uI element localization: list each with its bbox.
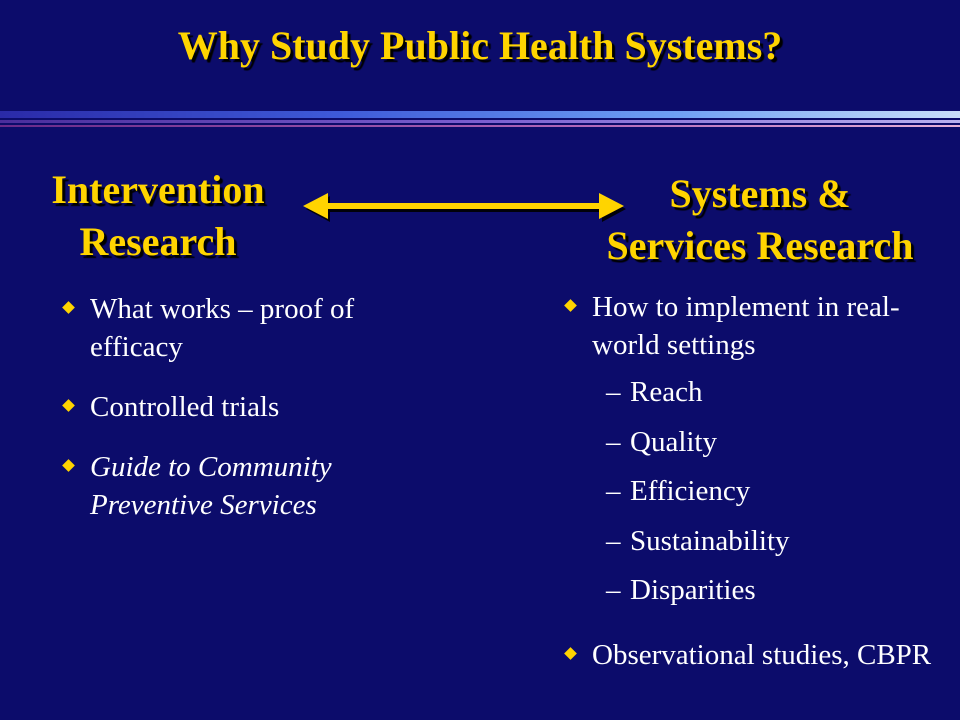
diamond-bullet-icon (62, 399, 75, 412)
diamond-bullet-icon (62, 459, 75, 472)
sub-list-item: – Quality (606, 425, 717, 458)
sub-item-text: Efficiency (630, 475, 751, 507)
left-heading-line2: Research (79, 219, 237, 264)
diamond-bullet-icon (564, 647, 577, 660)
sub-list-container (564, 368, 944, 616)
bullet-text: Controlled trials (90, 391, 280, 423)
bullet-text: How to implement in real-world settings (592, 291, 900, 361)
list-item (62, 388, 422, 426)
left-bullet-list (62, 290, 422, 524)
sub-list-item: – Efficiency (606, 475, 751, 507)
bullet-text: Guide to Community Preventive Services (90, 451, 332, 521)
list-item (564, 636, 944, 674)
title-divider-bottom (0, 125, 960, 127)
sub-list (564, 368, 944, 616)
sub-item-text: Disparities (630, 574, 756, 606)
sub-item-text: Sustainability (630, 524, 790, 557)
title-divider-top (0, 111, 960, 118)
left-column-heading (20, 164, 296, 268)
left-heading-line1: Intervention (51, 167, 265, 212)
right-bullet-list (564, 288, 944, 674)
list-item (564, 288, 944, 364)
right-heading-line1: Systems & (669, 171, 851, 216)
diamond-bullet-icon (62, 301, 75, 314)
list-item (62, 290, 422, 366)
sub-item-text: Reach (630, 376, 703, 408)
bullet-text: Observational studies, CBPR (592, 638, 932, 671)
sub-list-item: – Disparities (606, 574, 756, 606)
sub-item-text: Quality (630, 425, 717, 458)
list-item (62, 448, 422, 524)
sub-list-item: – Sustainability (606, 524, 790, 557)
slide-title: Why Study Public Health Systems? (177, 23, 783, 68)
sub-list-item: – Reach (606, 376, 703, 408)
bullet-text: What works – proof of efficacy (90, 293, 355, 363)
right-heading-line2: Services Research (606, 223, 914, 268)
right-column-heading (572, 168, 948, 272)
diamond-bullet-icon (564, 299, 577, 312)
title-divider-middle (0, 120, 960, 123)
